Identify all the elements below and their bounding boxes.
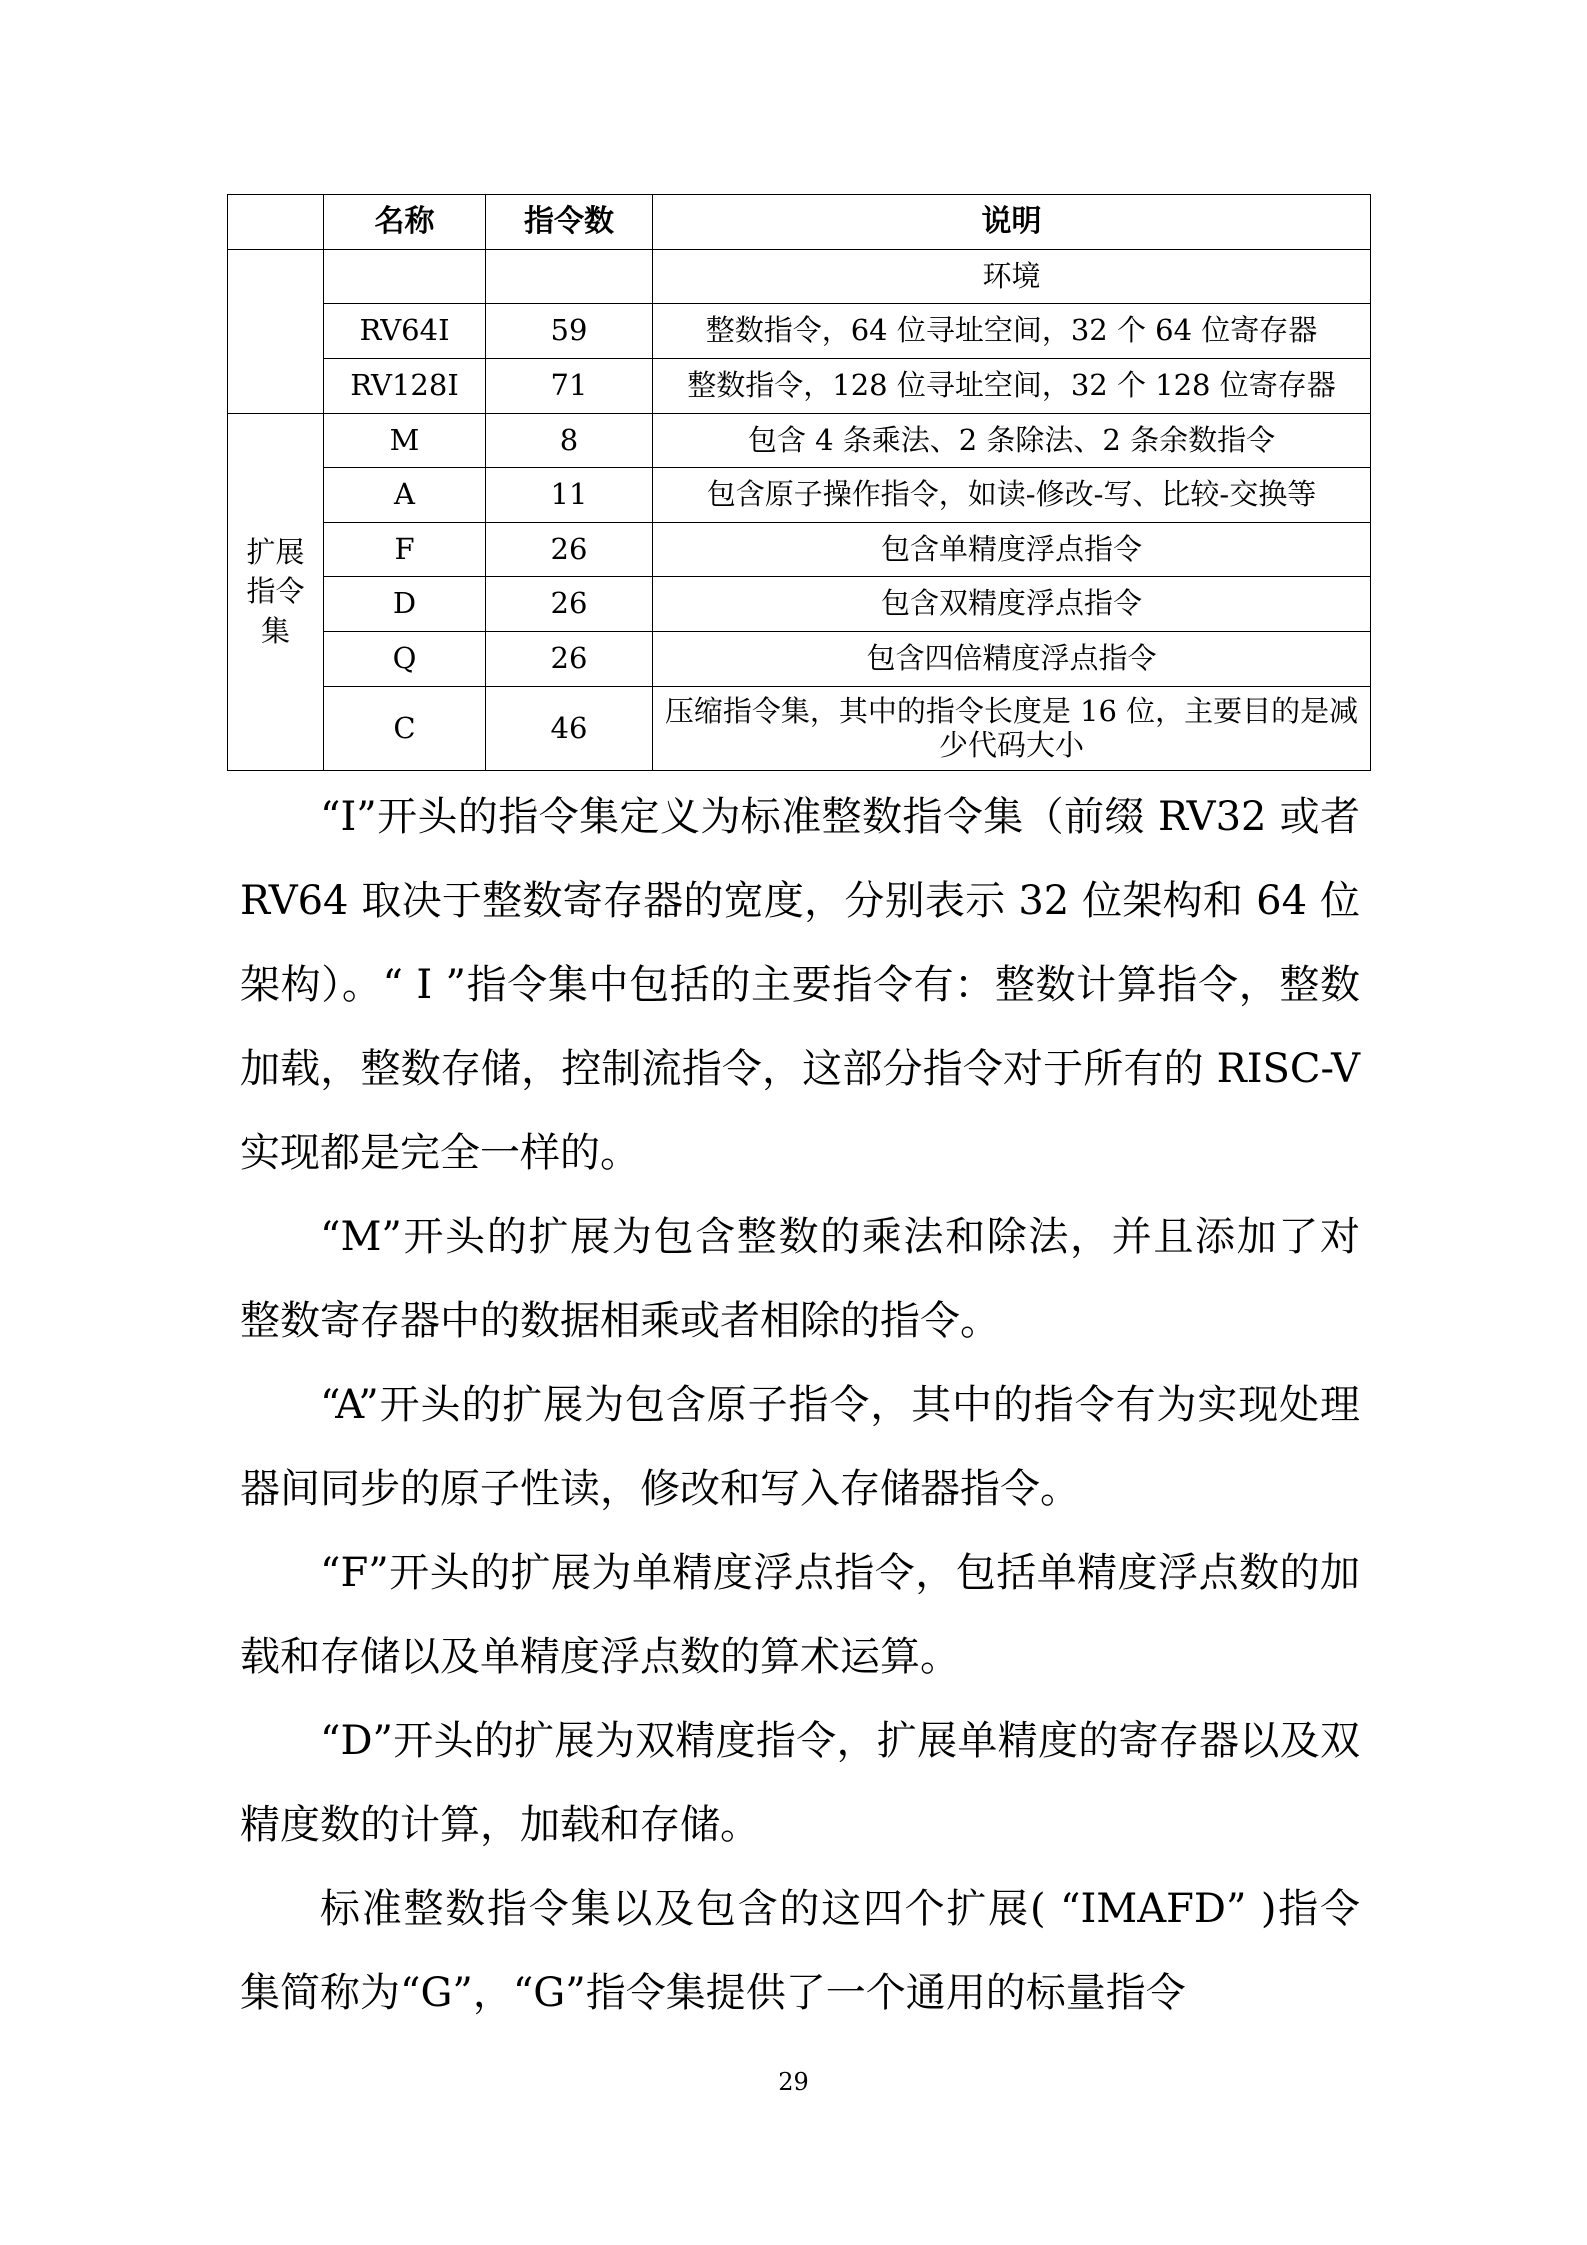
table-row <box>228 359 1371 414</box>
table-row <box>228 250 1371 304</box>
page-number: 29 <box>778 2068 809 2096</box>
row-name: A <box>324 468 486 523</box>
row-count: 11 <box>486 468 653 523</box>
row-count: 46 <box>486 687 653 771</box>
table-row <box>228 632 1371 687</box>
row-count <box>486 250 653 304</box>
paragraph-i-extension: “I”开头的指令集定义为标准整数指令集（前缀 RV32 或者 RV64 取决于整数寄存器的宽度，分别表示 32 位架构和 64 位架构）。“ I ”指令集中包括的主要指令有：整数计算指令，整数加载，整数存储，控制流指令，这部分指令对于所有的 RISC-V 实现都是完全一样的。 <box>240 794 1360 1176</box>
row-description: 整数指令，64 位寻址空间，32 个 64 位寄存器 <box>653 304 1371 359</box>
row-description: 包含原子操作指令，如读-修改-写、比较-交换等 <box>653 468 1371 523</box>
body-text <box>240 775 1360 2035</box>
table-row <box>228 523 1371 577</box>
row-name: Q <box>324 632 486 687</box>
row-description: 整数指令，128 位寻址空间，32 个 128 位寄存器 <box>653 359 1371 414</box>
base-group-cell <box>228 250 324 414</box>
paragraph-g-extension: 标准整数指令集以及包含的这四个扩展( “IMAFD” )指令集简称为“G”，“G”指令集提供了一个通用的标量指令 <box>240 1886 1360 2016</box>
row-name: F <box>324 523 486 577</box>
row-name: D <box>324 577 486 632</box>
row-description: 环境 <box>653 250 1371 304</box>
row-count: 8 <box>486 414 653 468</box>
row-description: 包含双精度浮点指令 <box>653 577 1371 632</box>
table-row <box>228 414 1371 468</box>
row-name: RV64I <box>324 304 486 359</box>
extension-group-label: 扩展指令集 <box>246 535 305 648</box>
row-count: 26 <box>486 523 653 577</box>
row-count: 59 <box>486 304 653 359</box>
row-description: 包含四倍精度浮点指令 <box>653 632 1371 687</box>
paragraph-d-extension: “D”开头的扩展为双精度指令，扩展单精度的寄存器以及双精度数的计算，加载和存储。 <box>240 1718 1360 1848</box>
row-description: 压缩指令集，其中的指令长度是 16 位，主要目的是减少代码大小 <box>653 687 1371 771</box>
table-row <box>228 687 1371 771</box>
extension-group-cell <box>228 414 324 771</box>
paragraph-f-extension: “F”开头的扩展为单精度浮点指令，包括单精度浮点数的加载和存储以及单精度浮点数的算术运算。 <box>240 1550 1360 1680</box>
row-count: 71 <box>486 359 653 414</box>
table-header-row <box>228 195 1371 250</box>
row-description: 包含 4 条乘法、2 条除法、2 条余数指令 <box>653 414 1371 468</box>
table-row <box>228 468 1371 523</box>
header-description: 说明 <box>653 195 1371 250</box>
row-count: 26 <box>486 632 653 687</box>
paragraph-m-extension: “M”开头的扩展为包含整数的乘法和除法，并且添加了对整数寄存器中的数据相乘或者相除的指令。 <box>240 1214 1360 1344</box>
table-row <box>228 577 1371 632</box>
row-count: 26 <box>486 577 653 632</box>
row-description: 包含单精度浮点指令 <box>653 523 1371 577</box>
header-name: 名称 <box>324 195 486 250</box>
row-name <box>324 250 486 304</box>
header-count: 指令数 <box>486 195 653 250</box>
table-row <box>228 304 1371 359</box>
row-name: C <box>324 687 486 771</box>
instruction-set-table <box>227 194 1371 771</box>
header-group <box>228 195 324 250</box>
paragraph-a-extension: “A”开头的扩展为包含原子指令，其中的指令有为实现处理器间同步的原子性读，修改和写入存储器指令。 <box>240 1382 1360 1512</box>
row-name: RV128I <box>324 359 486 414</box>
row-name: M <box>324 414 486 468</box>
